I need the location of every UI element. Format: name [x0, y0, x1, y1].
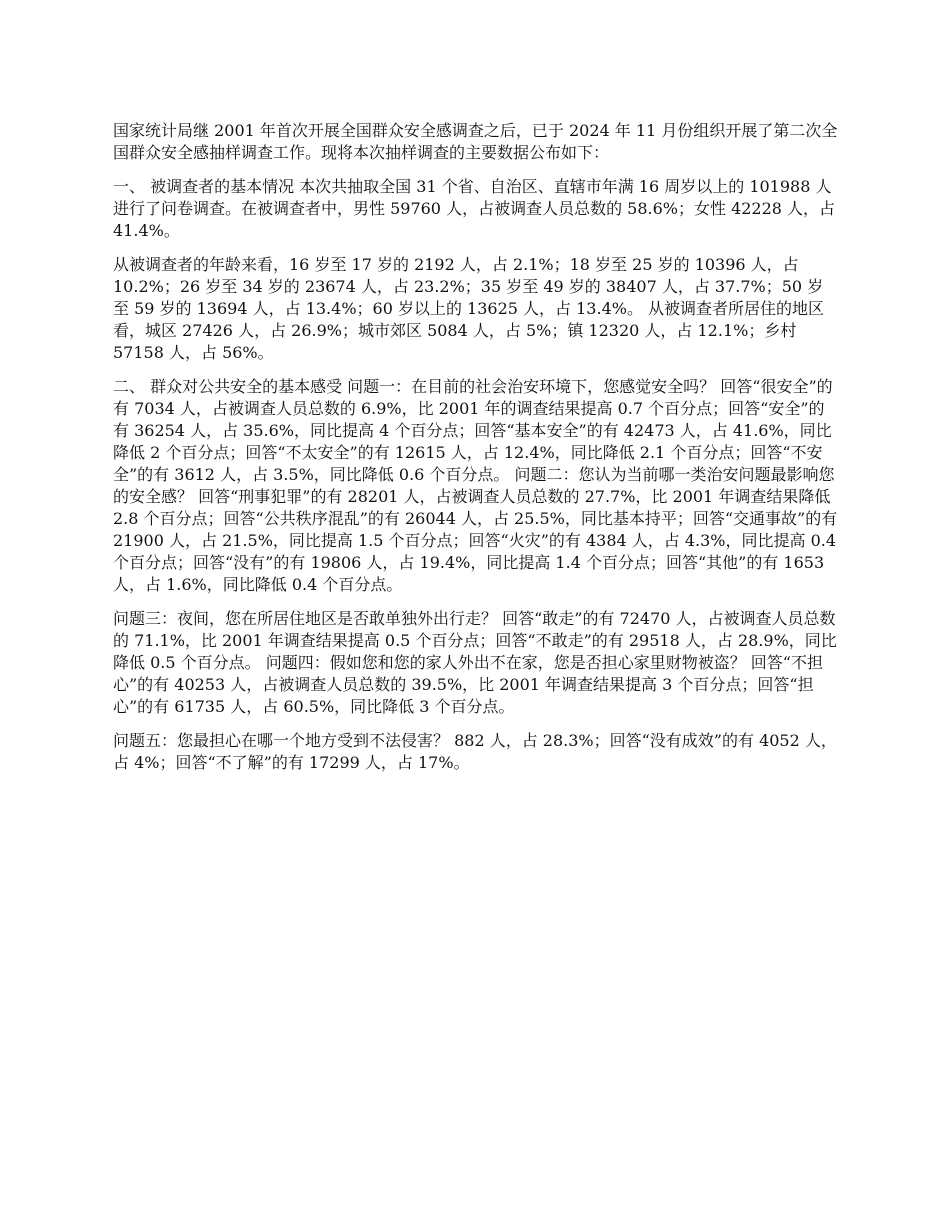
paragraph-question-five: 问题五：您最担心在哪一个地方受到不法侵害？ 882 人，占 28.3%；回答“没有成效”的有 4052 人，占 4%；回答“不了解”的有 17299 人，占 17%。	[113, 731, 837, 772]
paragraph-safety-perception: 二、 群众对公共安全的基本感受 问题一：在目前的社会治安环境下，您感觉安全吗？ 回答“很安全”的有 7034 人，占被调查人员总数的 6.9%，比 2001 年的调查结果提高 0.7 个百分点；回答“安全”的有 36254 人，占 35.6%，同比提高 4 个百分点；回答“基本安全”的有 42473 人，占 41.6%，同比降低 2 个百分点；回答“不太安全”的有 12615 人，占 12.4%，同比降低 2.1 个百分点；回答“不安全”的有 3612 人，占 3.5%，同比降低 0.6 个百分点。 问题二：您认为当前哪一类治安问题最影响您的安全感？ 回答“刑事犯罪”的有 28201 人，占被调查人员总数的 27.7%，比 2001 年调查结果降低 2.8 个百分点；回答“公共秩序混乱”的有 26044 人，占 25.5%，同比基本持平；回答“交通事故”的有 21900 人，占 21.5%，同比提高 1.5 个百分点；回答“火灾”的有 4384 人，占 4.3%，同比提高 0.4 个百分点；回答“没有”的有 19806 人，占 19.4%，同比提高 1.4 个百分点；回答“其他”的有 1653 人，占 1.6%，同比降低 0.4 个百分点。	[113, 377, 838, 594]
paragraph-intro: 国家统计局继 2001 年首次开展全国群众安全感调查之后，已于 2024 年 11 月份组织开展了第二次全国群众安全感抽样调查工作。现将本次抽样调查的主要数据公布如下：	[113, 121, 838, 162]
paragraph-respondent-basics: 一、 被调查者的基本情况 本次共抽取全国 31 个省、自治区、直辖市年满 16 周岁以上的 101988 人进行了问卷调查。在被调查者中，男性 59760 人，占被调查人员总数的 58.6%；女性 42228 人，占 41.4%。	[113, 177, 836, 240]
paragraph-age-and-region: 从被调查者的年龄来看，16 岁至 17 岁的 2192 人，占 2.1%；18 岁至 25 岁的 10396 人，占 10.2%；26 岁至 34 岁的 23674 人，占 23.2%；35 岁至 49 岁的 38407 人，占 37.7%；50 岁至 59 岁的 13694 人，占 13.4%；60 岁以上的 13625 人，占 13.4%。 从被调查者所居住的地区看，城区 27426 人，占 26.9%；城市郊区 5084 人，占 5%；镇 12320 人，占 12.1%；乡村 57158 人，占 56%。	[113, 255, 825, 362]
paragraph-questions-three-four: 问题三：夜间，您在所居住地区是否敢单独外出行走？ 回答“敢走”的有 72470 人，占被调查人员总数的 71.1%，比 2001 年调查结果提高 0.5 个百分点；回答“不敢走”的有 29518 人，占 28.9%，同比降低 0.5 个百分点。 问题四：假如您和您的家人外出不在家，您是否担心家里财物被盗？ 回答“不担心”的有 40253 人，占被调查人员总数的 39.5%，比 2001 年调查结果提高 3 个百分点；回答“担心”的有 61735 人，占 60.5%，同比降低 3 个百分点。	[113, 609, 837, 716]
document-body	[113, 120, 838, 786]
